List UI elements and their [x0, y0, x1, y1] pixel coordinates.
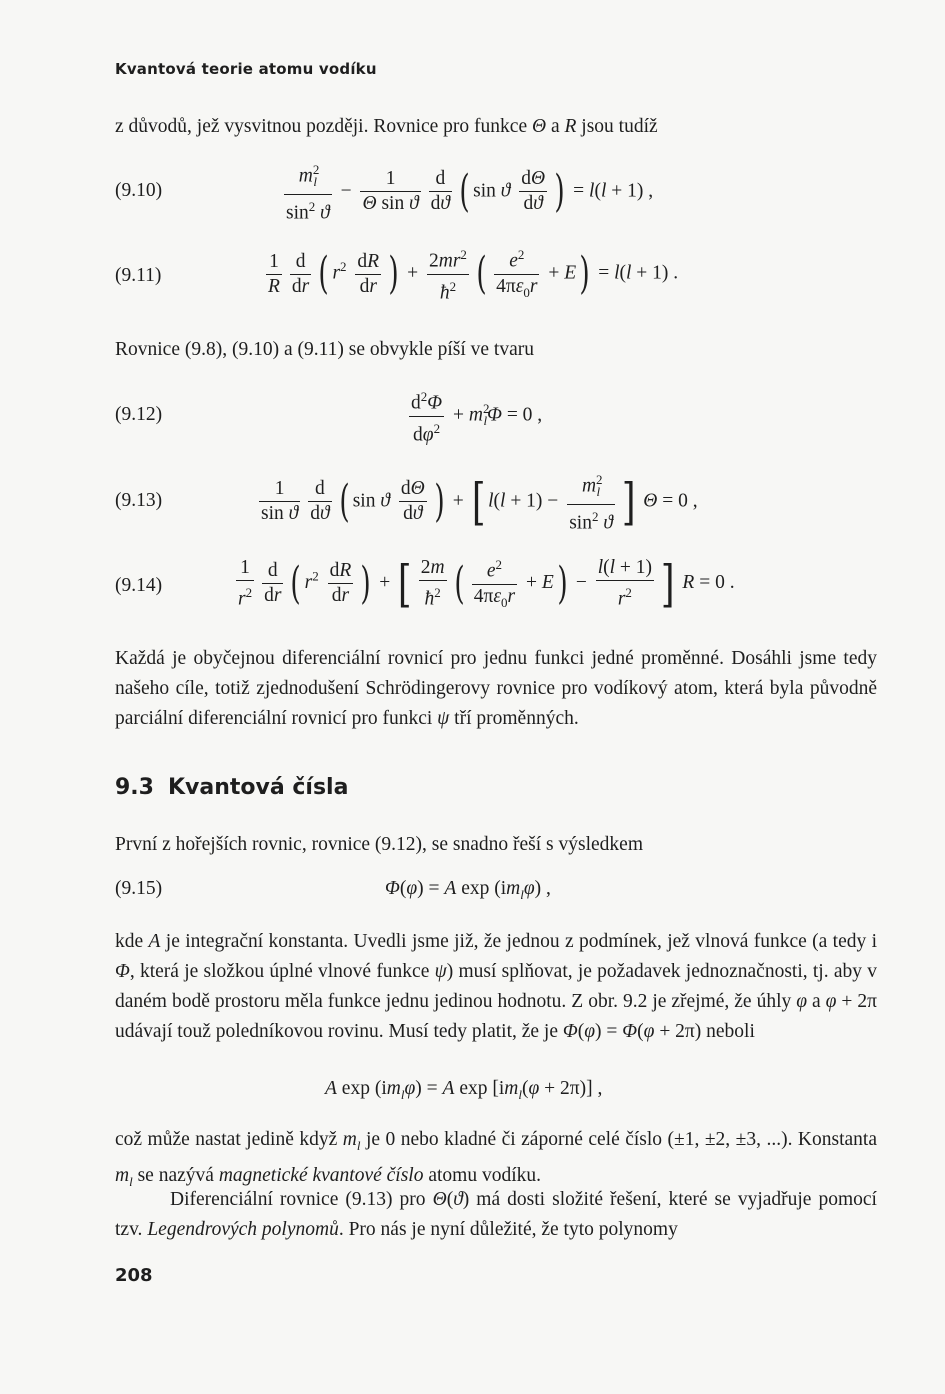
equation-label-9-11: (9.11): [115, 265, 162, 286]
equation-9-15: Φ(φ) = A $\exp (im_l\varphi)$ ,: [385, 878, 551, 902]
equation-9-10: $\frac{m^2_l}{\sin^2 ϑ}$ − $\frac{1}{\text{Θ sin ϑ}}$ $\frac{d}{dϑ}$ ( sin ϑ $\frac{d\Theta}{dϑ}$ ) = l(l + 1) ,: [280, 158, 653, 226]
rovnice-line: Rovnice (9.8), (9.10) a (9.11) se obvykle píší ve tvaru: [115, 339, 534, 360]
section-heading: [115, 775, 348, 800]
equation-9-12: $\frac{d^2\Phi}{d\varphi^2}$ + $m^2_l\Phi = 0$ ,: [405, 385, 542, 447]
equation-label-9-15: (9.15): [115, 878, 163, 899]
section-number: 9.3: [115, 775, 154, 800]
section-title: Kvantová čísla: [167, 775, 349, 800]
equation-periodicity: A $\exp (im_l\varphi) = A$ $\exp [im_l(\varphi + 2\pi)]$ ,: [325, 1078, 603, 1102]
equation-label-9-10: (9.10): [115, 180, 163, 201]
equation-label-9-13: (9.13): [115, 490, 163, 511]
page-number: 208: [115, 1265, 153, 1286]
intro-paragraph: z důvodů, jež vysvitnou později. Rovnice pro funkce Θ a R jsou tudíž: [115, 116, 658, 137]
paragraph-coz: což může nastat jedině když $m_l$ je 0 nebo kladné či záporné celé číslo (±1, ±2, ±3, ...). Konstanta $m_l$ se nazývá magnetické kvantové číslo atomu vodíku.: [115, 1129, 877, 1189]
paragraph-kde: kde A je integrační konstanta. Uvedli jsme již, že jednou z podmínek, jež vlnová funkce (a tedy i Φ, která je složkou úplné vlnové funkce ψ) musí splňovat, je požadavek jednoznačnosti, tj. aby v daném bodě prostoru měla funkce jednu jedinou hodnotu. Z obr. 9.2 je zřejmé, že úhly φ a φ + 2π udávají touž poledníkovou rovinu. Musí tedy platit, že je Φ(φ) = Φ(φ + 2π) neboli: [115, 931, 878, 1042]
equation-9-14: $\frac{1}{r^2}$ $\frac{d}{dr}$ ( $r^2$ $\frac{dR}{dr}$ ) + [ $\frac{2m}{ħ^2}$ ( $\frac{e^2}{4\pi\varepsilon_0r}$ + E) − $\frac{l(l + 1)}{r^2}$ ] R = 0 .: [238, 554, 735, 613]
equation-9-11: $\frac{1}{R}$ $\frac{d}{dr}$ ( $r^2$ $\frac{dR}{dr}$ ) + $\frac{2mr^2}{ħ^2}$ ( $\frac{e^2}{4\pi\varepsilon_0r}$ + E) = l(l + 1) .: [262, 243, 678, 305]
equation-9-13: $\frac{1}{\text{sin ϑ}}$ $\frac{d}{dϑ}$ ( sin ϑ $\frac{d\Theta}{dϑ}$ ) + [ l(l + 1) − $\frac{m^2_l}{\sin^2 ϑ}$ ] Θ = 0 ,: [255, 468, 698, 536]
running-head: Kvantová teorie atomu vodíku: [115, 60, 377, 78]
equation-label-9-12: (9.12): [115, 404, 163, 425]
paragraph-prvni: První z hořejších rovnic, rovnice (9.12), se snadno řeší s výsledkem: [115, 834, 644, 855]
paragraph-kazda: Každá je obyčejnou diferenciální rovnicí pro jednu funkci jedné proměnné. Dosáhli jsme tedy našeho cíle, totiž zjednodušení Schrödingerovy rovnice pro vodíkový atom, která byla původně parciální diferenciální rovnicí pro funkci ψ tří proměnných.: [115, 648, 877, 729]
equation-label-9-14: (9.14): [115, 575, 163, 596]
paragraph-diferencialni: Diferenciální rovnice (9.13) pro Θ(ϑ) má dosti složité řešení, které se vyjadřuje pomocí tzv. Legendrových polynomů. Pro nás je nyní důležité, že tyto polynomy: [115, 1189, 877, 1240]
